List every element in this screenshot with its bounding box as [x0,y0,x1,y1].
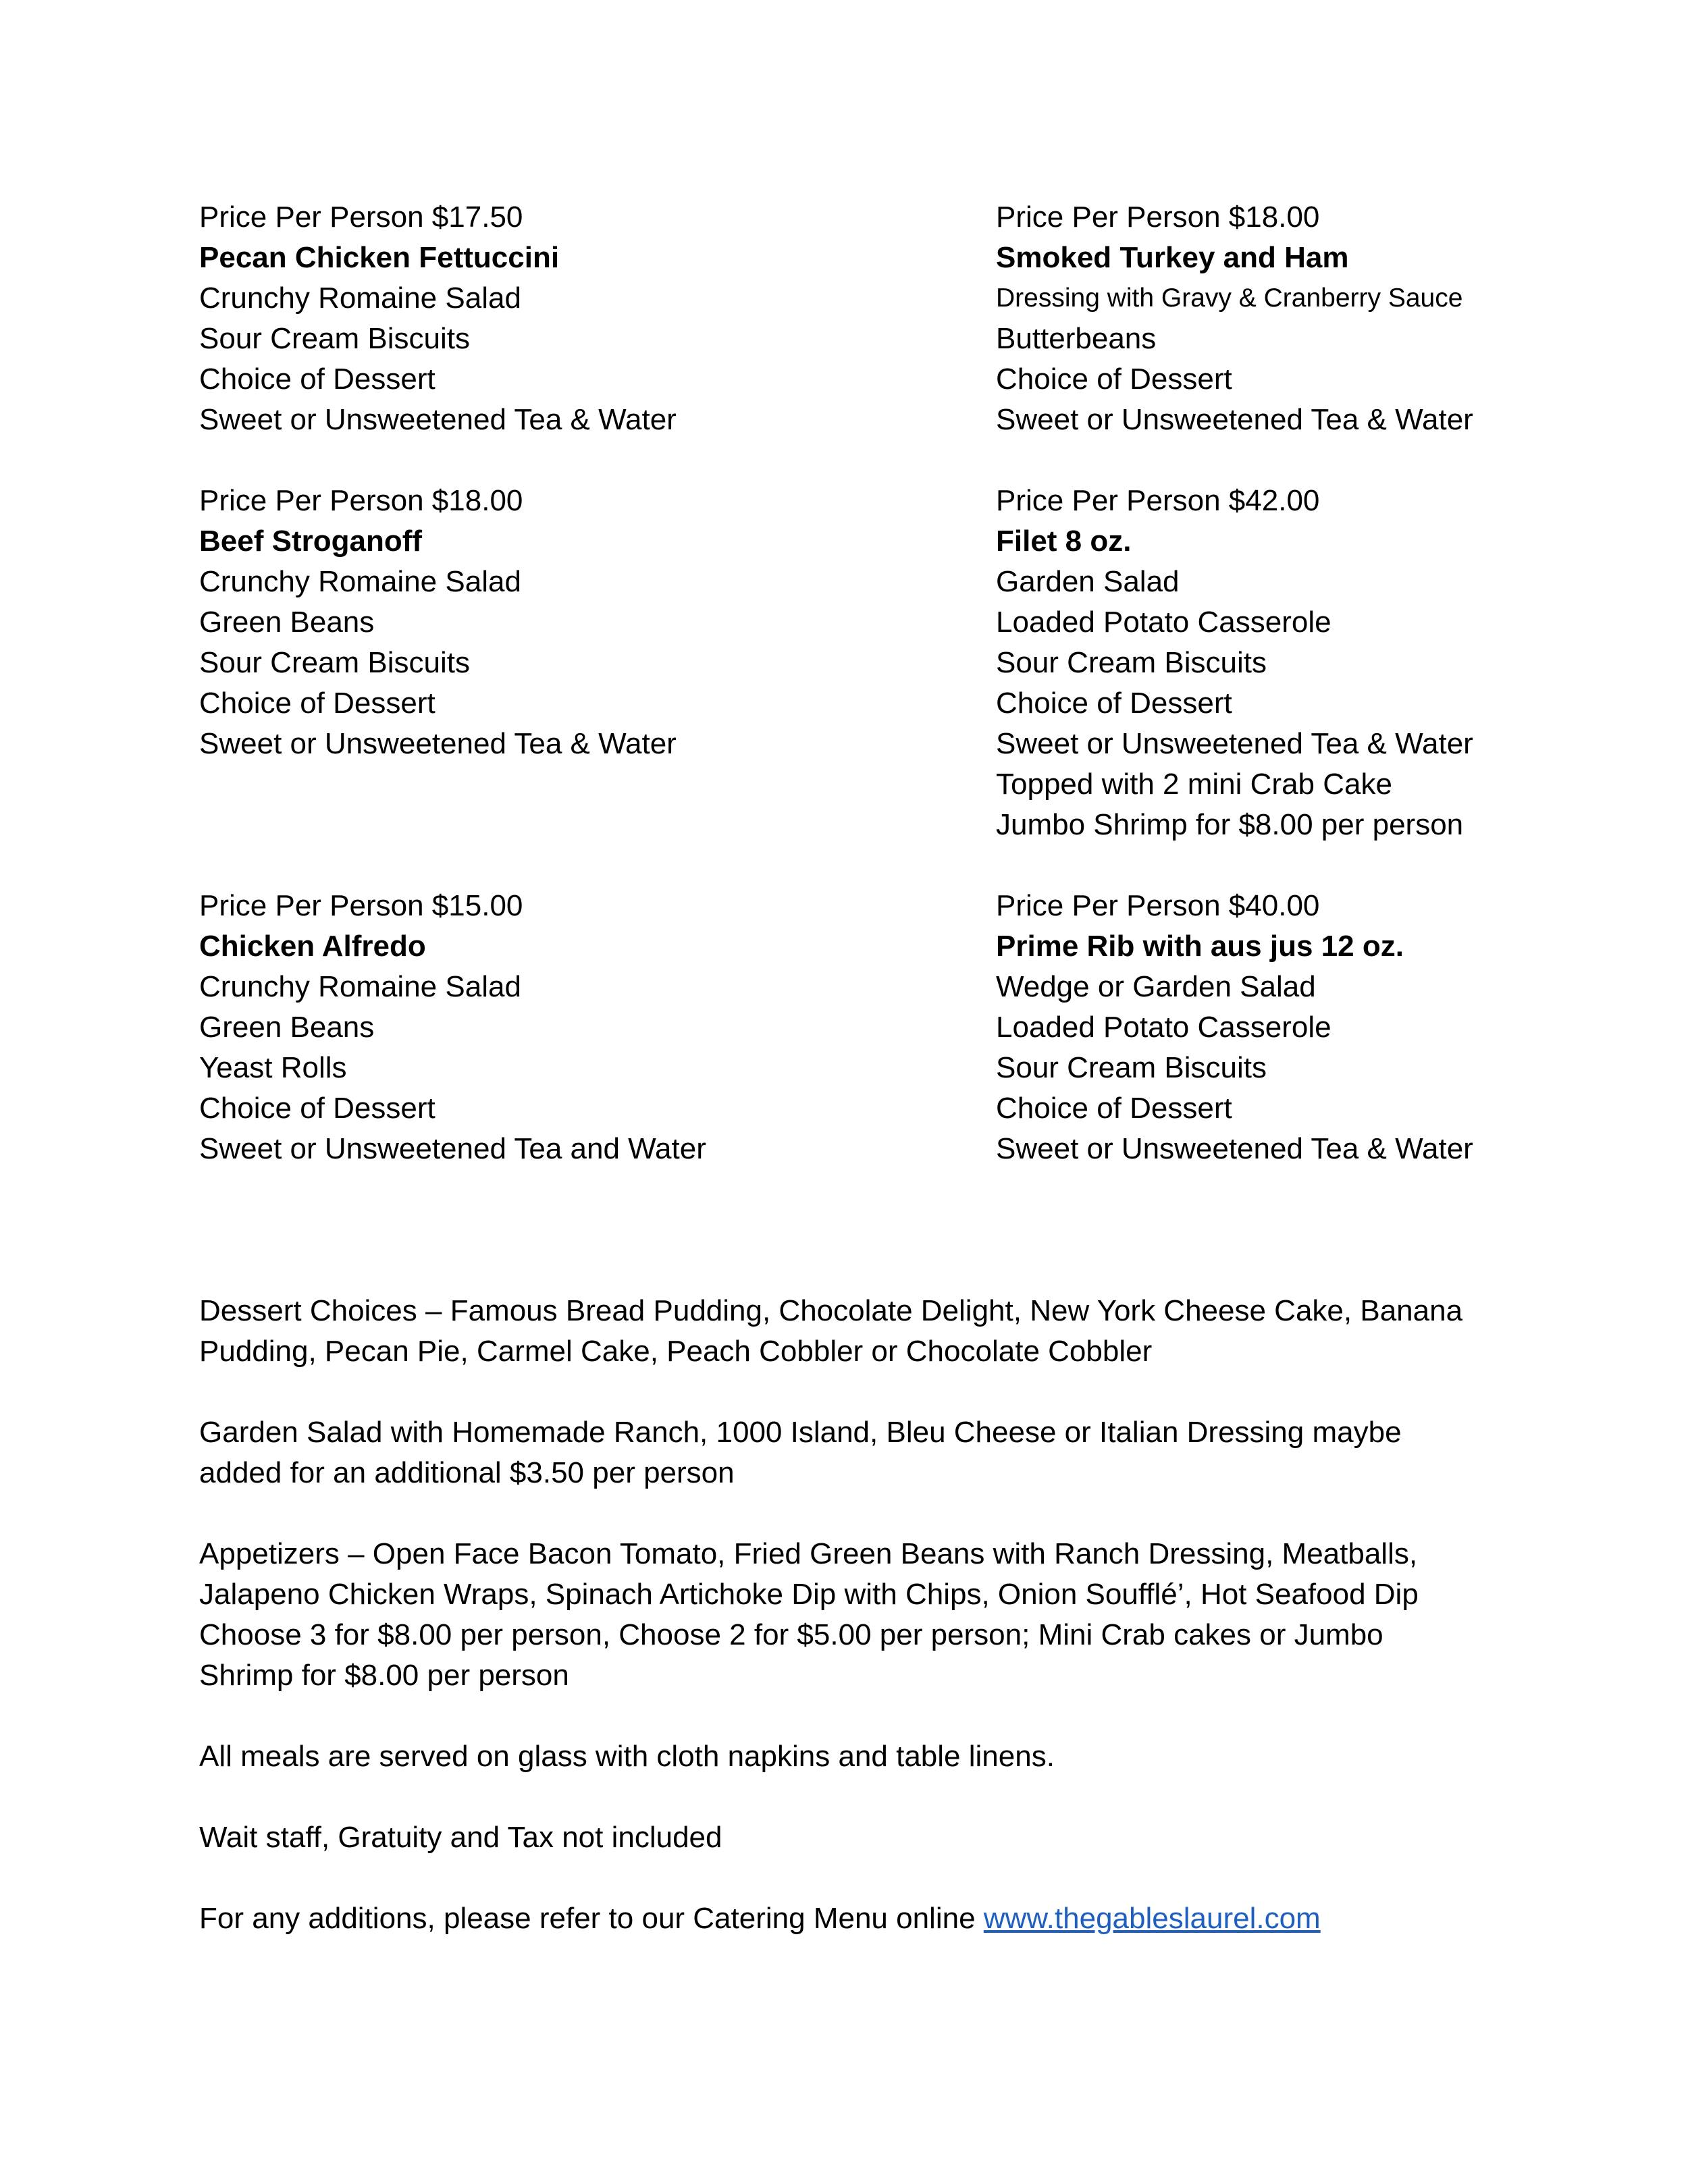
menu-item: Sweet or Unsweetened Tea & Water [996,403,1473,436]
dish-name: Prime Rib with aus jus 12 oz. [996,930,1404,963]
price-label: Price Per Person $40.00 [996,889,1320,922]
additions-text: For any additions, please refer to our Catering Menu online [199,1902,984,1935]
menu-smoked-turkey [996,197,1671,440]
menu-item: Sweet or Unsweetened Tea & Water [996,727,1473,760]
menu-item: Choice of Dessert [996,687,1232,720]
menu-item: Loaded Potato Casserole [996,1011,1331,1044]
dish-name: Smoked Turkey and Ham [996,241,1349,274]
menu-notes [199,1291,1482,1979]
price-label: Price Per Person $15.00 [199,889,523,922]
menu-item: Choice of Dessert [996,363,1232,396]
website-link[interactable]: www.thegableslaurel.com [983,1902,1321,1935]
menu-filet [996,481,1671,845]
menu-item: Topped with 2 mini Crab Cake [996,768,1392,801]
menu-item: Crunchy Romaine Salad [199,970,521,1003]
menu-chicken-alfredo [199,886,874,1169]
price-label: Price Per Person $17.50 [199,201,523,234]
dessert-choices: Dessert Choices – Famous Bread Pudding, Chocolate Delight, New York Cheese Cake, Banana Pudding, Pecan Pie, Carmel Cake, Peach Cobbler or Chocolate Cobbler [199,1294,1463,1368]
not-included-note: Wait staff, Gratuity and Tax not included [199,1821,722,1854]
dish-name: Filet 8 oz. [996,525,1132,558]
price-label: Price Per Person $18.00 [996,201,1320,234]
menu-item: Green Beans [199,1011,375,1044]
menu-item: Sour Cream Biscuits [199,646,471,679]
menu-item: Garden Salad [996,565,1180,598]
appetizers-list: Appetizers – Open Face Bacon Tomato, Fried Green Beans with Ranch Dressing, Meatballs, Jalapeno Chicken Wraps, Spinach Artichoke Dip with Chips, Onion Soufflé’, Hot Seafood Dip [199,1537,1419,1611]
price-label: Price Per Person $42.00 [996,484,1320,517]
service-note: All meals are served on glass with cloth napkins and table linens. [199,1740,1055,1773]
menu-item: Yeast Rolls [199,1051,347,1084]
menu-item: Butterbeans [996,322,1157,355]
menu-item: Crunchy Romaine Salad [199,565,521,598]
menu-item: Choice of Dessert [199,687,436,720]
menu-item: Choice of Dessert [996,1092,1232,1125]
menu-prime-rib [996,886,1671,1169]
menu-item: Choice of Dessert [199,1092,436,1125]
menu-item: Jumbo Shrimp for $8.00 per person [996,808,1464,841]
dish-name: Chicken Alfredo [199,930,426,963]
menu-item: Wedge or Garden Salad [996,970,1316,1003]
dish-name: Beef Stroganoff [199,525,422,558]
additions-note [199,1898,1482,1939]
dish-name: Pecan Chicken Fettuccini [199,241,560,274]
menu-item: Choice of Dessert [199,363,436,396]
menu-item: Sweet or Unsweetened Tea & Water [996,1132,1473,1165]
menu-item: Sweet or Unsweetened Tea & Water [199,403,677,436]
menu-item: Sweet or Unsweetened Tea and Water [199,1132,706,1165]
appetizers-pricing: Choose 3 for $8.00 per person, Choose 2 for $5.00 per person; Mini Crab cakes or Jumbo Shrimp for $8.00 per person [199,1618,1383,1692]
menu-item: Dressing with Gravy & Cranberry Sauce [996,284,1463,313]
menu-item: Green Beans [199,606,375,639]
menu-item: Sour Cream Biscuits [996,646,1267,679]
menu-item: Crunchy Romaine Salad [199,282,521,315]
menu-pecan-chicken [199,197,874,440]
menu-item: Sweet or Unsweetened Tea & Water [199,727,677,760]
price-label: Price Per Person $18.00 [199,484,523,517]
menu-beef-stroganoff [199,481,874,764]
menu-item: Sour Cream Biscuits [996,1051,1267,1084]
menu-item: Loaded Potato Casserole [996,606,1331,639]
appetizers-note [199,1534,1482,1696]
menu-item: Sour Cream Biscuits [199,322,471,355]
garden-salad-note: Garden Salad with Homemade Ranch, 1000 Island, Bleu Cheese or Italian Dressing maybe added for an additional $3.50 per person [199,1416,1402,1489]
